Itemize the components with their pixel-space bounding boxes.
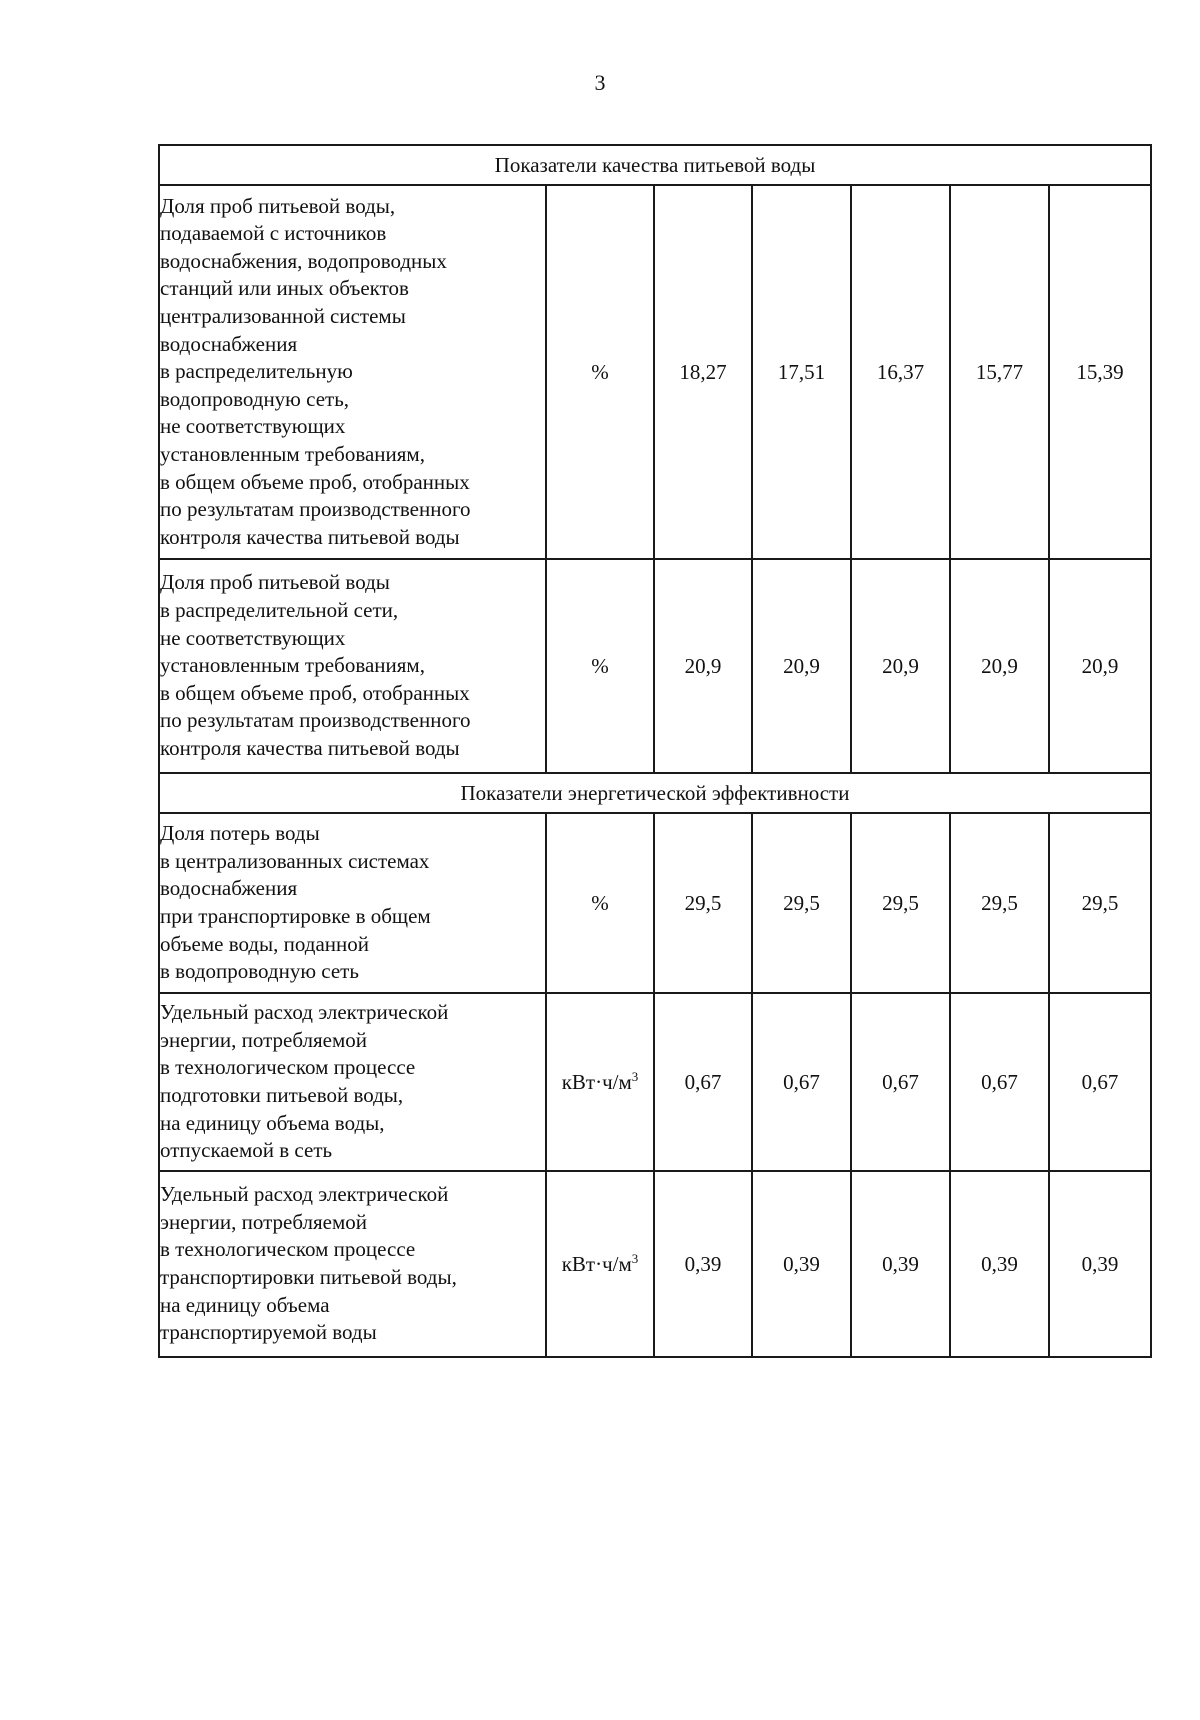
table-row (159, 993, 1151, 1171)
description-line: водоснабжения, водопроводных (160, 248, 447, 273)
description-line: транспортировки питьевой воды, (160, 1265, 457, 1289)
value-cell: 29,5 (950, 813, 1049, 993)
value-cell: 0,39 (654, 1171, 752, 1357)
description-line: Доля проб питьевой воды (160, 570, 390, 595)
section-header-row (159, 145, 1151, 185)
value-cell: 20,9 (654, 559, 752, 773)
indicator-description (159, 559, 546, 773)
description-line: в распределительной сети, (160, 598, 399, 623)
description-line: энергии, потребляемой (160, 1027, 368, 1052)
table-row (159, 813, 1151, 993)
description-line: в общем объеме проб, отобранных (160, 680, 470, 705)
table-body (159, 145, 1151, 1357)
value-cell: 16,37 (851, 185, 950, 559)
value-cell: 18,27 (654, 185, 752, 559)
unit-cell (546, 1171, 654, 1357)
description-line: подаваемой с источников (160, 221, 387, 246)
description-line: в распределительную (160, 359, 353, 384)
description-line: на единицу объема воды, (160, 1110, 385, 1135)
indicators-table (158, 144, 1152, 1358)
value-cell: 15,77 (950, 185, 1049, 559)
unit-label: кВт·ч/м (561, 1069, 632, 1094)
value-cell: 20,9 (851, 559, 950, 773)
unit-label: кВт·ч/м (561, 1251, 632, 1276)
description-line: при транспортировке в общем (160, 904, 431, 928)
value-cell: 29,5 (1049, 813, 1151, 993)
description-line: Удельный расход электрической (160, 1182, 449, 1207)
description-line: транспортируемой воды (160, 1320, 377, 1345)
description-line: в технологическом процессе (160, 1237, 416, 1262)
value-cell: 0,67 (752, 993, 851, 1171)
value-cell: 0,67 (851, 993, 950, 1171)
table-row (159, 185, 1151, 559)
unit-exponent: 3 (631, 1250, 639, 1266)
unit-cell (546, 813, 654, 993)
value-cell: 20,9 (1049, 559, 1151, 773)
description-line: установленным требованиям, (160, 653, 425, 678)
description-line: водоснабжения (160, 876, 298, 901)
description-line: объеме воды, поданной (160, 931, 370, 956)
section-title: Показатели качества питьевой воды (159, 145, 1151, 185)
section-title: Показатели энергетической эффективности (159, 773, 1151, 813)
indicator-description (159, 1171, 546, 1357)
description-line: отпускаемой в сеть (160, 1138, 333, 1163)
value-cell: 29,5 (654, 813, 752, 993)
unit-cell (546, 559, 654, 773)
table-row (159, 1171, 1151, 1357)
description-line: не соответствующих (160, 414, 346, 439)
description-line: водоснабжения (160, 331, 298, 356)
unit-cell (546, 185, 654, 559)
indicator-description (159, 993, 546, 1171)
value-cell: 17,51 (752, 185, 851, 559)
page-number: 3 (594, 70, 606, 95)
value-cell: 0,67 (950, 993, 1049, 1171)
unit-exponent: 3 (631, 1068, 639, 1084)
value-cell: 0,39 (1049, 1171, 1151, 1357)
description-line: по результатам производственного (160, 497, 471, 522)
unit-label: % (591, 653, 609, 678)
description-line: в водопроводную сеть (160, 959, 359, 984)
description-line: установленным требованиям, (160, 441, 425, 466)
value-cell: 0,67 (654, 993, 752, 1171)
description-line: контроля качества питьевой воды (160, 524, 460, 549)
description-line: в централизованных системах (160, 848, 430, 873)
description-line: подготовки питьевой воды, (160, 1083, 404, 1107)
description-line: энергии, потребляемой (160, 1209, 368, 1234)
value-cell: 15,39 (1049, 185, 1151, 559)
description-line: централизованной системы (160, 304, 406, 329)
description-line: станций или иных объектов (160, 276, 409, 301)
description-line: на единицу объема (160, 1292, 330, 1317)
description-line: по результатам производственного (160, 708, 471, 733)
description-line: Удельный расход электрической (160, 1000, 449, 1025)
value-cell: 0,39 (851, 1171, 950, 1357)
table-row (159, 559, 1151, 773)
description-line: Доля проб питьевой воды, (160, 193, 396, 218)
description-line: контроля качества питьевой воды (160, 735, 460, 760)
section-header-row (159, 773, 1151, 813)
value-cell: 0,67 (1049, 993, 1151, 1171)
indicator-description (159, 185, 546, 559)
value-cell: 0,39 (950, 1171, 1049, 1357)
value-cell: 20,9 (950, 559, 1049, 773)
unit-cell (546, 993, 654, 1171)
description-line: в технологическом процессе (160, 1055, 416, 1080)
value-cell: 20,9 (752, 559, 851, 773)
description-line: водопроводную сеть, (160, 386, 350, 411)
unit-label: % (591, 359, 609, 384)
description-line: в общем объеме проб, отобранных (160, 469, 470, 494)
unit-label: % (591, 890, 609, 915)
value-cell: 0,39 (752, 1171, 851, 1357)
description-line: Доля потерь воды (160, 821, 320, 846)
value-cell: 29,5 (851, 813, 950, 993)
description-line: не соответствующих (160, 625, 346, 650)
value-cell: 29,5 (752, 813, 851, 993)
indicator-description (159, 813, 546, 993)
